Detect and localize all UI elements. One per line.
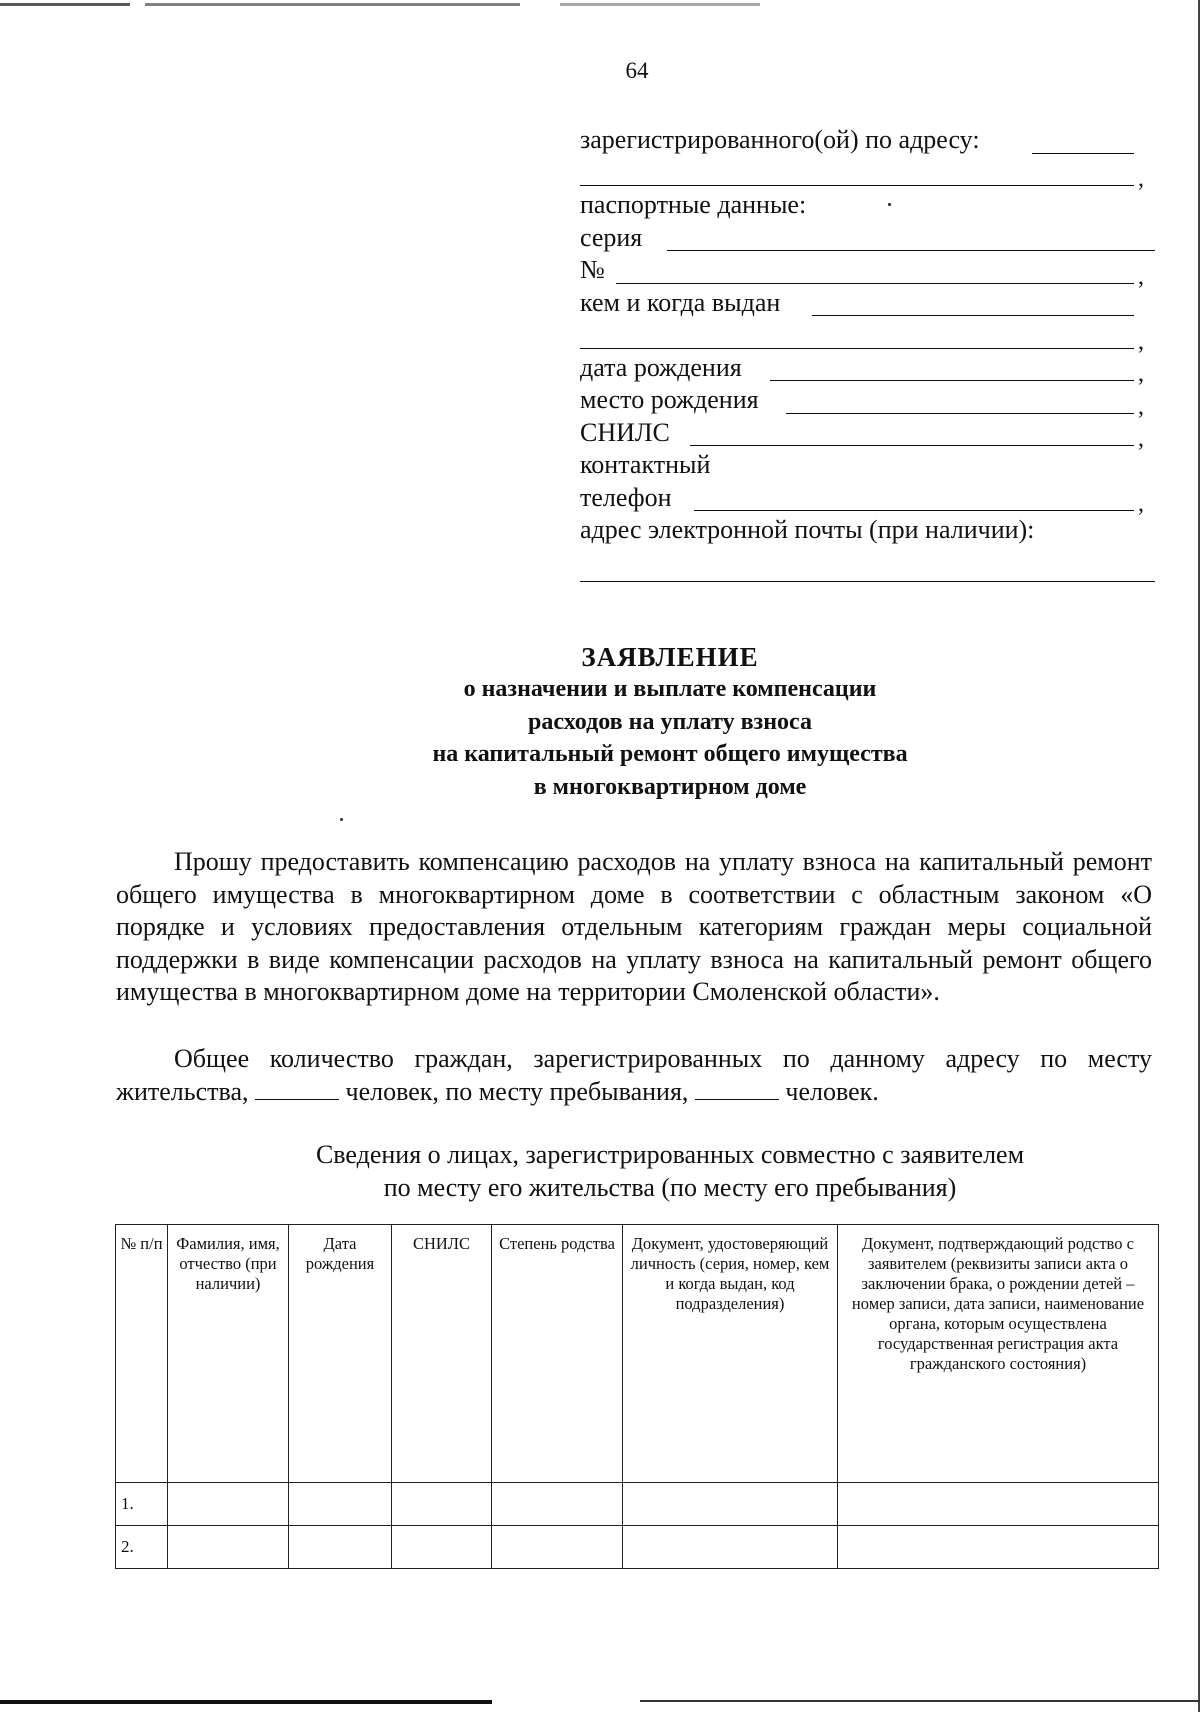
series-label: серия bbox=[580, 222, 643, 252]
comma: , bbox=[1138, 393, 1144, 420]
series-row bbox=[580, 222, 1155, 255]
passport-row bbox=[580, 189, 1155, 222]
title-subtitle-3: на капитальный ремонт общего имущества bbox=[432, 741, 908, 767]
cell-snils[interactable] bbox=[392, 1483, 492, 1526]
table-row bbox=[116, 1483, 1159, 1526]
email-line-row bbox=[580, 547, 1155, 585]
cell-relationship[interactable] bbox=[492, 1483, 623, 1526]
phone-label-1: контактный bbox=[580, 450, 711, 479]
header-snils: СНИЛС bbox=[392, 1225, 492, 1483]
registered-address-line[interactable] bbox=[1032, 153, 1134, 154]
comma: , bbox=[1138, 361, 1144, 387]
document-title bbox=[0, 641, 1200, 803]
comma: , bbox=[1138, 491, 1144, 517]
comma: , bbox=[1138, 263, 1144, 290]
phone-line[interactable] bbox=[694, 510, 1134, 511]
table-caption bbox=[0, 1138, 1200, 1204]
comma: , bbox=[1138, 426, 1144, 452]
email-row bbox=[580, 514, 1155, 547]
title-subtitle-4: в многоквартирном доме bbox=[533, 773, 807, 800]
cell-identity-document[interactable] bbox=[623, 1483, 838, 1526]
title-main: ЗАЯВЛЕНИЕ bbox=[581, 642, 759, 672]
birth-place-line[interactable] bbox=[786, 413, 1134, 414]
issued-line[interactable] bbox=[812, 315, 1134, 316]
snils-label: СНИЛС bbox=[580, 417, 670, 447]
registered-address-row bbox=[580, 124, 1155, 157]
scan-edge-bottom-right bbox=[640, 1700, 1200, 1702]
birth-date-line[interactable] bbox=[770, 380, 1134, 381]
residents-text-part-2: человек, по месту пребывания, bbox=[345, 1076, 689, 1106]
series-line[interactable] bbox=[667, 250, 1155, 251]
issued-continuation-line[interactable] bbox=[580, 348, 1134, 349]
row-number: 2. bbox=[116, 1526, 168, 1569]
co-registered-persons-table bbox=[115, 1224, 1159, 1569]
residents-text-part-1: Общее количество граждан, зарегистрированных по данному адресу по месту жительства, bbox=[116, 1044, 1152, 1106]
header-number: № п/п bbox=[116, 1225, 168, 1483]
issued-continuation-row bbox=[580, 319, 1155, 355]
cell-full-name[interactable] bbox=[168, 1483, 289, 1526]
title-subtitle-1: о назначении и выплате компенсации bbox=[463, 676, 877, 702]
scan-edge-bottom-left bbox=[0, 1700, 492, 1704]
table-row bbox=[116, 1526, 1159, 1569]
cell-full-name[interactable] bbox=[168, 1526, 289, 1569]
residents-count-text bbox=[116, 1043, 1152, 1108]
body-paragraph-2 bbox=[116, 1043, 1152, 1108]
header-kinship-document: Документ, подтверждающий родство с заявителем (реквизиты записи акта о заключении брака, о рождении детей – номер записи, дата записи, наименование органа, которым осуществлена государственная регистрация акта гражданского состояния) bbox=[838, 1225, 1159, 1483]
registered-address-label: зарегистрированного(ой) по адресу: bbox=[580, 125, 980, 154]
issued-label: кем и когда выдан bbox=[580, 287, 781, 317]
header-full-name: Фамилия, имя, отчество (при наличии) bbox=[168, 1225, 289, 1483]
cell-birth-date[interactable] bbox=[289, 1526, 392, 1569]
residents-text-part-3: человек. bbox=[785, 1076, 879, 1106]
number-row bbox=[580, 254, 1155, 290]
cell-relationship[interactable] bbox=[492, 1526, 623, 1569]
stray-mark bbox=[340, 818, 343, 821]
snils-row bbox=[580, 417, 1155, 450]
header-identity-document: Документ, удостоверяющий личность (серия, номер, кем и когда выдан, код подразделения) bbox=[623, 1225, 838, 1483]
phone-row bbox=[580, 482, 1155, 515]
cell-identity-document[interactable] bbox=[623, 1526, 838, 1569]
passport-label: паспортные данные: bbox=[580, 190, 807, 219]
cell-kinship-document[interactable] bbox=[838, 1526, 1159, 1569]
stay-count-blank[interactable] bbox=[695, 1081, 779, 1100]
birth-date-label: дата рождения bbox=[580, 352, 742, 382]
cell-birth-date[interactable] bbox=[289, 1483, 392, 1526]
issued-row bbox=[580, 287, 1155, 320]
table-caption-line-1: Сведения о лицах, зарегистрированных совместно с заявителем bbox=[315, 1140, 1025, 1169]
birth-place-label: место рождения bbox=[580, 385, 759, 414]
table-caption-line-2: по месту его жительства (по месту его пребывания) bbox=[383, 1173, 957, 1202]
comma: , bbox=[1138, 166, 1144, 192]
table-header-row bbox=[116, 1225, 1159, 1483]
stray-dot bbox=[888, 203, 891, 206]
row-number: 1. bbox=[116, 1483, 168, 1526]
email-label: адрес электронной почты (при наличии): bbox=[580, 515, 1035, 544]
body-paragraph-1 bbox=[116, 846, 1152, 1009]
number-label: № bbox=[580, 255, 605, 284]
header-relationship: Степень родства bbox=[492, 1225, 623, 1483]
email-line[interactable] bbox=[580, 581, 1155, 582]
scan-edge-top bbox=[0, 3, 1200, 6]
birth-place-row bbox=[580, 384, 1155, 420]
address-continuation-line[interactable] bbox=[580, 185, 1134, 186]
residence-count-blank[interactable] bbox=[255, 1081, 339, 1100]
number-line[interactable] bbox=[616, 283, 1134, 284]
applicant-info-block bbox=[580, 124, 1155, 585]
cell-kinship-document[interactable] bbox=[838, 1483, 1159, 1526]
phone-label-2: телефон bbox=[580, 482, 672, 512]
comma: , bbox=[1138, 328, 1144, 355]
phone-label-row bbox=[580, 449, 1155, 482]
title-subtitle-2: расходов на уплату взноса bbox=[528, 708, 812, 735]
address-continuation-row bbox=[580, 157, 1155, 190]
birth-date-row bbox=[580, 352, 1155, 385]
header-birth-date: Дата рождения bbox=[289, 1225, 392, 1483]
snils-line[interactable] bbox=[690, 445, 1134, 446]
page-number: 64 bbox=[625, 58, 649, 83]
request-text: Прошу предоставить компенсацию расходов на уплату взноса на капитальный ремонт общего имущества в многоквартирном доме в соответствии с областным законом «О порядке и условиях предоставления отдельным категориям граждан меры социальной поддержки в виде компенсации расходов на уплату взноса на капитальный ремонт общего имущества в многоквартирном доме на территории Смоленской области». bbox=[116, 847, 1152, 1006]
cell-snils[interactable] bbox=[392, 1526, 492, 1569]
